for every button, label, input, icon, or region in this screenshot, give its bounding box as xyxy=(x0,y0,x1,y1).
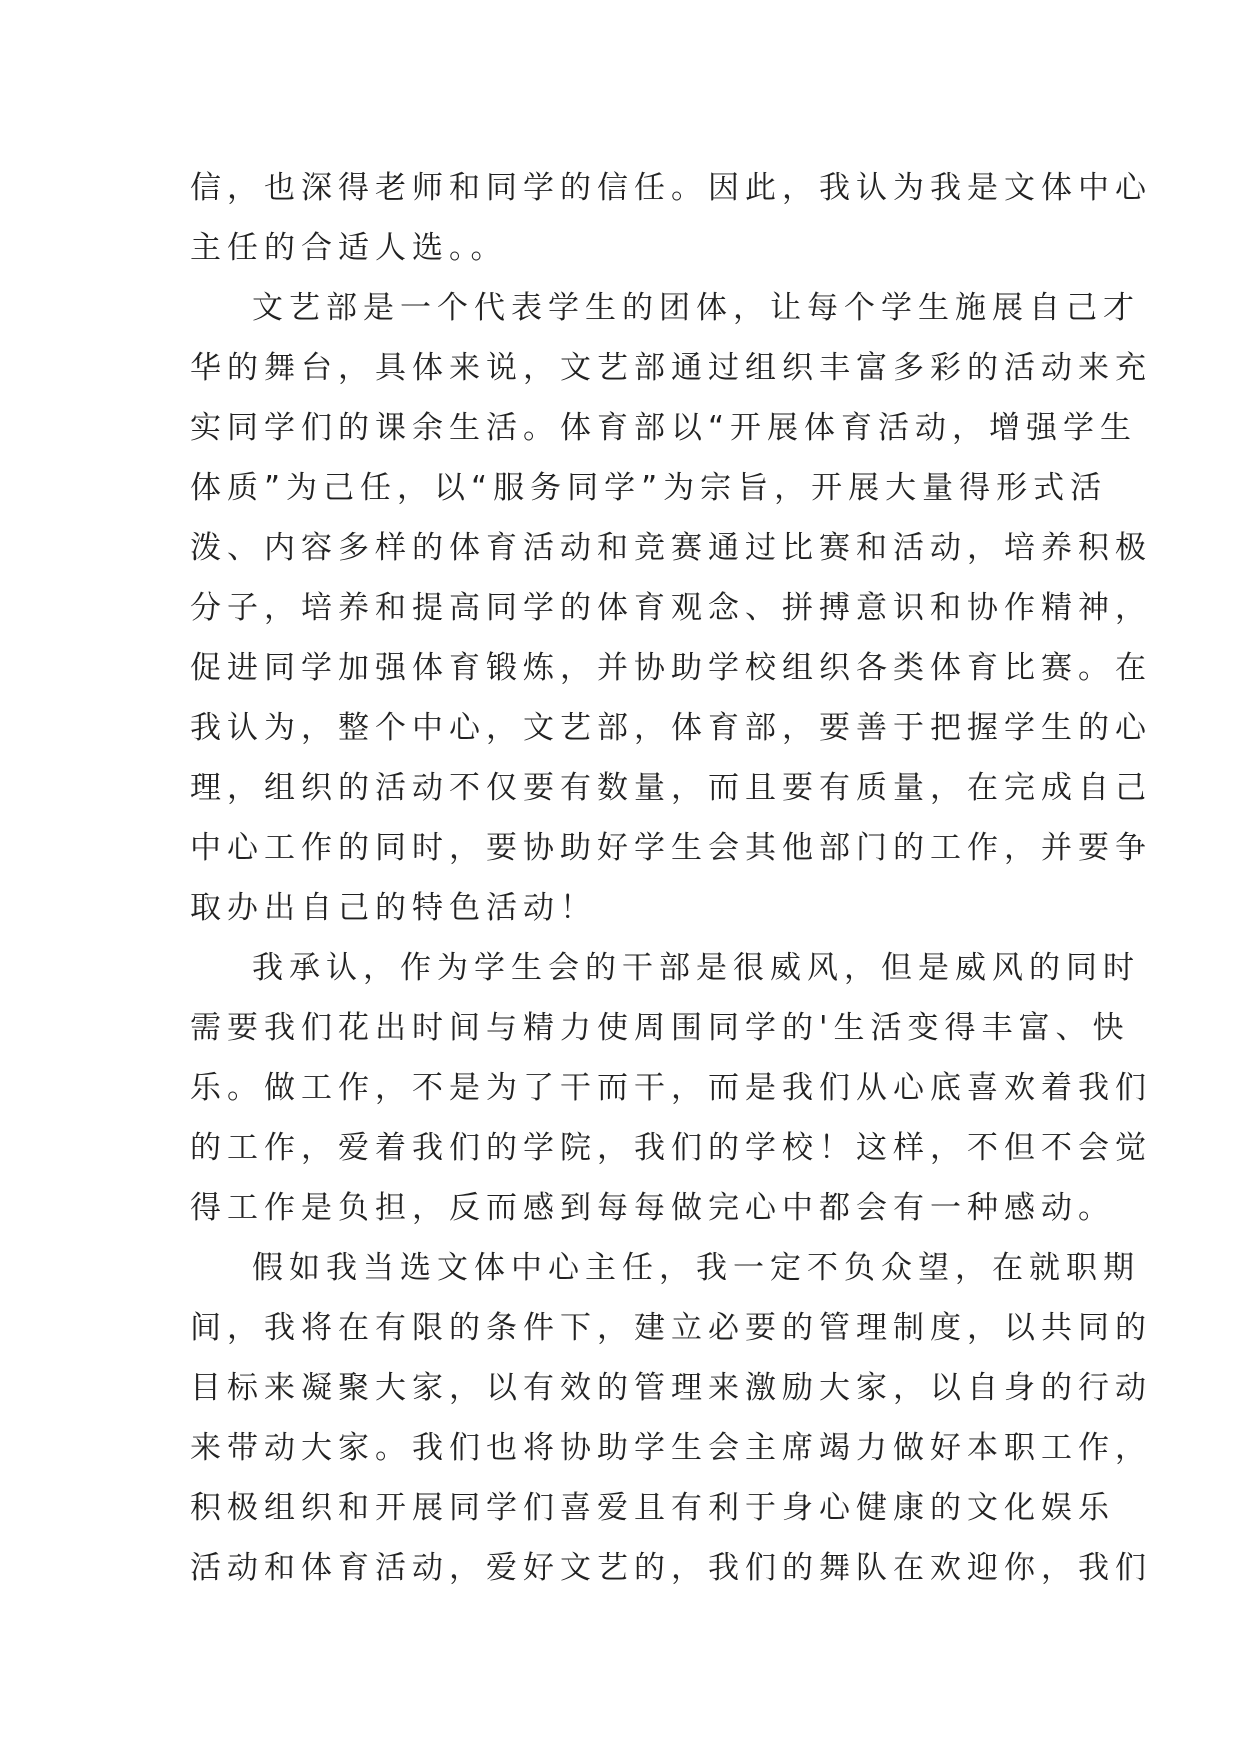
text-line: 泼、内容多样的体育活动和竞赛通过比赛和活动，培养积极 xyxy=(190,530,1152,566)
text-line: 的工作，爱着我们的学院，我们的学校！这样，不但不会觉 xyxy=(190,1130,1152,1166)
text-line: 主任的合适人选。。 xyxy=(190,230,508,266)
text-line: 活动和体育活动，爱好文艺的，我们的舞队在欢迎你，我们 xyxy=(190,1550,1152,1586)
text-line: 我认为，整个中心，文艺部，体育部，要善于把握学生的心 xyxy=(190,710,1152,746)
text-line: 乐。做工作，不是为了干而干，而是我们从心底喜欢着我们 xyxy=(190,1070,1152,1106)
text-line: 中心工作的同时，要协助好学生会其他部门的工作，并要争 xyxy=(190,830,1152,866)
text-line: 积极组织和开展同学们喜爱且有利于身心健康的文化娱乐 xyxy=(190,1490,1115,1526)
text-line: 取办出自己的特色活动！ xyxy=(190,890,597,926)
text-line: 信，也深得老师和同学的信任。因此，我认为我是文体中心 xyxy=(190,170,1152,206)
text-line: 目标来凝聚大家，以有效的管理来激励大家，以自身的行动 xyxy=(190,1370,1152,1406)
text-line: 间，我将在有限的条件下，建立必要的管理制度，以共同的 xyxy=(190,1310,1152,1346)
text-line: 分子，培养和提高同学的体育观念、拼搏意识和协作精神， xyxy=(190,590,1152,626)
text-line: 得工作是负担，反而感到每每做完心中都会有一种感动。 xyxy=(190,1190,1115,1226)
paragraph-start-line: 文艺部是一个代表学生的团体，让每个学生施展自己才 xyxy=(252,290,1140,326)
text-line: 需要我们花出时间与精力使周围同学的'生活变得丰富、快 xyxy=(190,1010,1130,1046)
text-line: 体质”为己任，以“服务同学”为宗旨，开展大量得形式活 xyxy=(190,470,1108,506)
paragraph-start-line: 假如我当选文体中心主任，我一定不负众望，在就职期 xyxy=(252,1250,1140,1286)
text-line: 实同学们的课余生活。体育部以“开展体育活动，增强学生 xyxy=(190,410,1138,446)
text-line: 华的舞台，具体来说，文艺部通过组织丰富多彩的活动来充 xyxy=(190,350,1152,386)
text-line: 促进同学加强体育锻炼，并协助学校组织各类体育比赛。在 xyxy=(190,650,1152,686)
text-line: 理，组织的活动不仅要有数量，而且要有质量，在完成自己 xyxy=(190,770,1152,806)
text-line: 来带动大家。我们也将协助学生会主席竭力做好本职工作， xyxy=(190,1430,1152,1466)
paragraph-start-line: 我承认，作为学生会的干部是很威风，但是威风的同时 xyxy=(252,950,1140,986)
